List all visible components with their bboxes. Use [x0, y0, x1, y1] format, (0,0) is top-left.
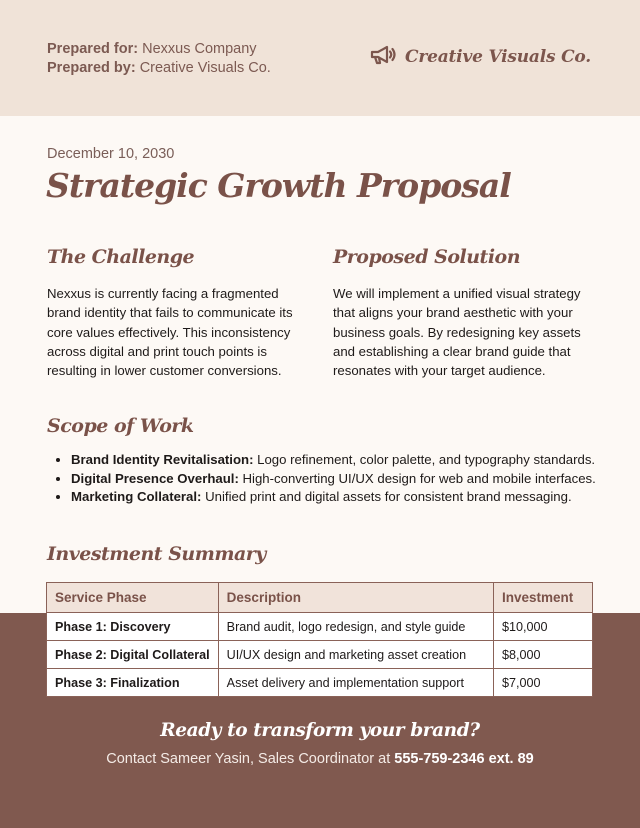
investment-table: [46, 582, 593, 697]
challenge-line: Nexxus is currently facing a fragmented: [47, 286, 279, 301]
contact-phone[interactable]: 555-759-2346 ext. 89: [394, 751, 534, 767]
proposal-date: December 10, 2030: [47, 146, 175, 162]
phase-cell: Phase 3: Finalization: [47, 669, 219, 697]
list-item: [71, 451, 596, 470]
scope-item-label: Digital Presence Overhaul:: [71, 470, 239, 486]
brand-name: Creative Visuals Co.: [405, 47, 591, 67]
column-header: Service Phase: [47, 583, 219, 613]
description-cell: UI/UX design and marketing asset creation: [218, 641, 493, 669]
investment-cell: $7,000: [494, 669, 593, 697]
scope-item-label: Brand Identity Revitalisation:: [71, 452, 254, 467]
scope-item-text: High-converting UI/UX design for web and mobile interfaces.: [238, 470, 596, 486]
table-row: [47, 613, 593, 641]
scope-list: [71, 451, 596, 507]
call-to-action: Ready to transform your brand?: [160, 720, 480, 741]
description-cell: Asset delivery and implementation support: [218, 669, 493, 697]
prepared-for-label: Prepared for:: [47, 41, 139, 57]
challenge-line: brand identity that fails to communicate its: [47, 305, 293, 321]
brand-logo: [369, 43, 591, 71]
column-header: Description: [218, 583, 493, 613]
megaphone-icon: [369, 43, 397, 72]
scope-item-text: Logo refinement, color palette, and typography standards.: [253, 452, 596, 467]
investment-heading: Investment Summary: [47, 543, 266, 565]
table-header-row: [47, 583, 593, 613]
solution-line: resonates with your target audience.: [333, 363, 546, 379]
contact-text: Contact Sameer Yasin, Sales Coordinator at: [106, 751, 395, 767]
contact-line: [0, 751, 640, 767]
prepared-for-value: Nexxus Company: [142, 41, 257, 57]
scope-item-label: Marketing Collateral:: [71, 489, 202, 505]
scope-heading: Scope of Work: [47, 415, 194, 437]
scope-item-text: Unified print and digital assets for consistent brand messaging.: [201, 489, 572, 505]
prepared-for-line: [47, 40, 271, 59]
prepared-by-value: Creative Visuals Co.: [139, 60, 271, 76]
challenge-heading: The Challenge: [47, 246, 195, 268]
list-item: [71, 470, 596, 489]
prepared-info: [47, 40, 271, 78]
investment-cell: $8,000: [494, 641, 593, 669]
challenge-text: [47, 284, 293, 380]
table-row: [47, 669, 593, 697]
description-cell: Brand audit, logo redesign, and style guide: [218, 613, 493, 641]
solution-line: business goals. By redesigning key assets: [333, 324, 581, 340]
solution-line: that aligns your brand aesthetic with your: [333, 305, 573, 321]
challenge-line: across digital and print touch points is: [47, 343, 267, 359]
prepared-by-label: Prepared by:: [47, 60, 136, 76]
challenge-line: core values effectively. This inconsistency: [47, 324, 291, 340]
investment-cell: $10,000: [494, 613, 593, 641]
solution-line: and establishing a clear brand guide that: [333, 343, 571, 359]
solution-line: We will implement a unified visual strategy: [333, 286, 581, 301]
solution-heading: Proposed Solution: [333, 246, 521, 268]
challenge-line: resulting in lower customer conversions.: [47, 363, 282, 379]
table-row: [47, 641, 593, 669]
phase-cell: Phase 1: Discovery: [47, 613, 219, 641]
phase-cell: Phase 2: Digital Collateral: [47, 641, 219, 669]
solution-text: [333, 284, 581, 380]
prepared-by-line: [47, 59, 271, 78]
column-header: Investment: [494, 583, 593, 613]
page-title: Strategic Growth Proposal: [46, 166, 511, 205]
list-item: [71, 488, 596, 507]
